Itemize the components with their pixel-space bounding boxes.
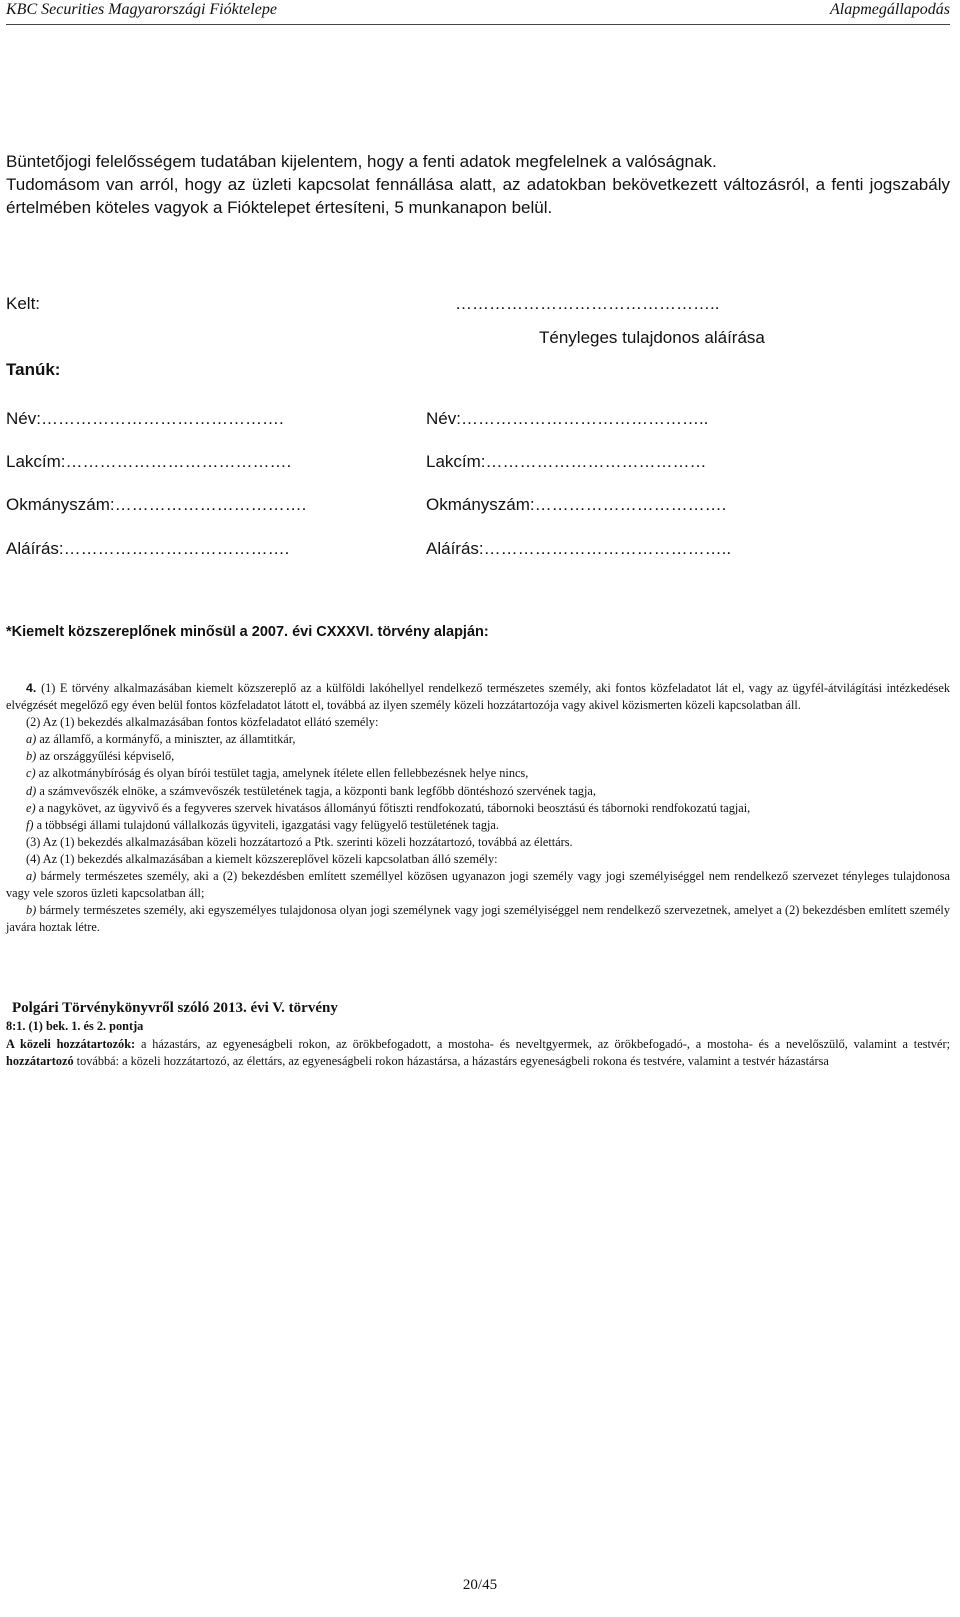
item-text: az államfő, a kormányfő, a miniszter, az államtitkár, [36,732,296,747]
witness1-signature-field[interactable]: Aláírás:…………………………………. [6,539,290,558]
ptk-reference: 8:1. (1) bek. 1. és 2. pontja [6,1019,144,1033]
ptk-term-1: A közeli hozzátartozók: [6,1036,136,1051]
law-item-d [6,783,950,800]
item-text: a számvevőszék elnöke, a számvevőszék testületének tagja, a központi bank legfőbb döntéshozó szervének tagja, [36,783,596,798]
item-text: a többségi állami tulajdonú vállalkozás ügyviteli, igazgatási vagy felügyelő testületének tagja. [33,817,499,832]
law-item-a [6,731,950,748]
law-item-f [6,817,950,834]
item-letter: e) [26,800,36,815]
item-letter: c) [26,766,36,781]
ptk-title: Polgári Törvénykönyvről szóló 2013. évi V. törvény [12,1000,338,1016]
item-letter: a) [26,869,37,884]
page-number: 20/45 [462,1577,498,1593]
law-paragraph-3: (3) Az (1) bekezdés alkalmazásában közeli hozzátartozó a Ptk. szerinti közeli hozzátartozó, továbbá az élettárs. [26,834,573,849]
item-text: az országgyűlési képviselő, [36,749,175,764]
header-doc-title: Alapmegállapodás [830,1,950,18]
declaration-text [6,150,950,219]
kelt-label: Kelt: [6,294,41,313]
law-item-4a [6,868,950,902]
header-company: KBC Securities Magyarországi Fióktelepe [6,1,277,18]
owner-signature-label: Tényleges tulajdonos aláírása [539,328,765,347]
item-letter: b) [26,903,37,918]
law-item-c [6,765,950,782]
ptk-definition [6,1036,950,1071]
law-paragraph-4: (4) Az (1) bekezdés alkalmazásában a kiemelt közszereplővel közeli kapcsolatban álló személy: [26,851,498,866]
item-text: bármely természetes személy, aki egyszemélyes tulajdonosa olyan jogi személynek vagy jogi személyiséggel nem rendelkező szervezetnek, amelyet a (2) bekezdésben említett személy javára hoztak létre. [6,903,950,935]
ptk-text-1: a házastárs, az egyeneságbeli rokon, az örökbefogadott, a mostoha- és neveltgyermek, az örökbefogadó-, a mostoha- és a nevelőszülő, valamint a testvér; [135,1036,951,1051]
witness2-name-field[interactable]: Név:…………………………………….. [426,409,709,428]
declaration-line-1: Büntetőjogi felelősségem tudatában kijelentem, hogy a fenti adatok megfelelnek a valóságnak. [6,152,717,171]
law-item-b [6,748,950,765]
ptk-term-2: hozzátartozó [6,1054,74,1068]
page-header [6,0,950,25]
item-letter: f) [26,817,34,832]
item-letter: a) [26,732,37,747]
witness1-id-number-field[interactable]: Okmányszám:……………………………. [6,495,307,514]
witness1-address-field[interactable]: Lakcím:…………………………………. [6,452,292,471]
law-paragraph-1 [6,680,950,714]
law-paragraph-2: (2) Az (1) bekezdés alkalmazásában fontos közfeladatot ellátó személy: [26,715,379,730]
item-letter: b) [26,749,37,764]
law-heading: *Kiemelt közszereplőnek minősül a 2007. évi CXXXVI. törvény alapján: [6,624,489,640]
item-text: az alkotmánybíróság és olyan bírói testület tagja, amelynek ítélete ellen fellebbezésnek helye nincs, [35,766,529,781]
ptk-text [6,1018,950,1071]
law-item-e [6,800,950,817]
declaration-line-2: Tudomásom van arról, hogy az üzleti kapcsolat fennállása alatt, az adatokban bekövetkezett változásról, a fenti jogszabály értelmében köteles vagyok a Fióktelepet értesíteni, 5 munkanapon belül. [6,175,950,217]
item-text: a nagykövet, az ügyvivő és a fegyveres szervek hivatásos állományú főtiszti rendfokozatú, tábornoki beosztású és tábornoki rendfokozatú tagjai, [35,800,751,815]
owner-signature-line[interactable]: ……………………………………….. [455,294,720,313]
section-number: 4. [26,681,42,695]
witness2-signature-field[interactable]: Aláírás:…………………………………….. [426,539,732,558]
witnesses-heading: Tanúk: [6,360,61,379]
law-text [6,680,950,936]
witness2-address-field[interactable]: Lakcím:………………………………… [426,452,707,471]
witness2-id-number-field[interactable]: Okmányszám:……………………………. [426,495,727,514]
ptk-text-2: továbbá: a közeli hozzátartozó, az élettárs, az egyeneságbeli rokon házastársa, a házastárs egyeneságbeli rokona és testvére, valamint a testvér házastársa [73,1054,829,1068]
item-letter: d) [26,783,37,798]
law-item-4b [6,902,950,936]
witness1-name-field[interactable]: Név:……………………………………. [6,409,284,428]
item-text: bármely természetes személy, aki a (2) bekezdésben említett személlyel közösen ugyanazon jogi személy vagy jogi személyiséggel nem rendelkező szervezet tényleges tulajdonosa vagy vele szoros üzleti kapcsolatban áll; [6,869,950,901]
law-paragraph-1-text: (1) E törvény alkalmazásában kiemelt közszereplő az a külföldi lakóhellyel rendelkező természetes személy, aki fontos közfeladatot lát el, vagy az ügyfél-átvilágítási intézkedések elvégzését megelőző egy éven belül fontos közfeladatot látott el, továbbá az ilyen személy közeli hozzátartozója vagy akivel közismerten közeli kapcsolatban áll. [6,681,950,713]
